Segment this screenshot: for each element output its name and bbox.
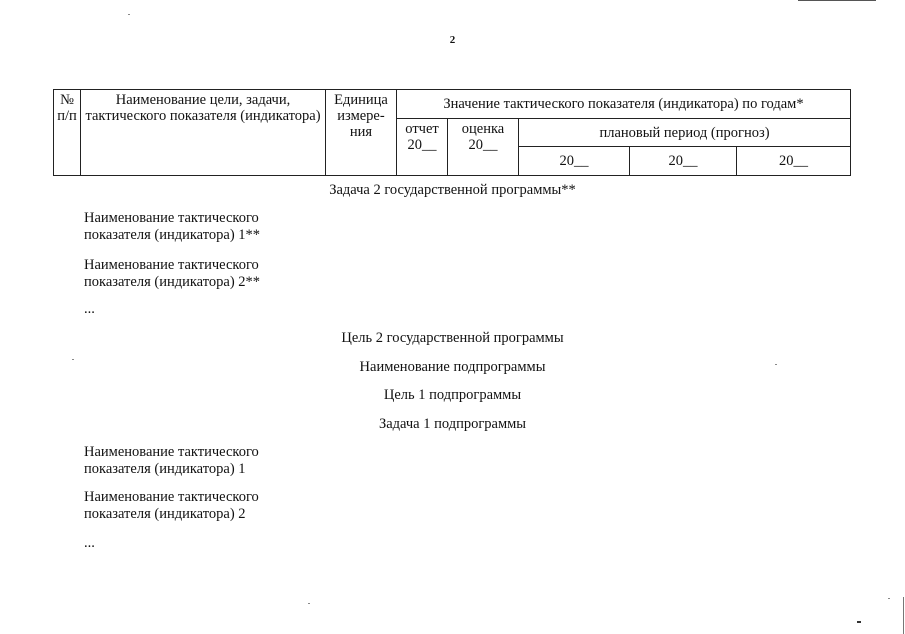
header-cell-number: № п/п bbox=[54, 90, 81, 176]
task2-indicator-2: Наименование тактического показателя (индикатора) 2** bbox=[84, 257, 261, 290]
task2-heading: Задача 2 государственной программы** bbox=[329, 182, 576, 198]
task2-indicator-1: Наименование тактического показателя (индикатора) 1** bbox=[84, 210, 261, 243]
top-rule bbox=[798, 0, 876, 1]
plan-year-2: 20__ bbox=[630, 147, 737, 176]
scan-speck bbox=[128, 14, 130, 15]
subtask1-heading: Задача 1 подпрограммы bbox=[378, 416, 527, 432]
header-cell-values: Значение тактического показателя (индикатора) по годам* bbox=[397, 90, 851, 119]
scan-speck bbox=[857, 621, 861, 623]
subgoal1-heading: Цель 1 подпрограммы bbox=[383, 387, 522, 403]
header-cell-estimate bbox=[448, 119, 519, 176]
subprogram-heading: Наименование подпрограммы bbox=[359, 359, 546, 375]
header-cell-unit: Единица измере-ния bbox=[326, 90, 397, 176]
plan-year-1: 20__ bbox=[519, 147, 630, 176]
scan-speck bbox=[775, 364, 777, 365]
header-cell-report bbox=[397, 119, 448, 176]
scan-speck bbox=[308, 603, 310, 604]
plan-year-3: 20__ bbox=[737, 147, 851, 176]
subtask1-ellipsis: ... bbox=[84, 535, 95, 551]
indicator-header-table bbox=[53, 89, 851, 176]
subtask1-indicator-2: Наименование тактического показателя (индикатора) 2 bbox=[84, 489, 259, 522]
goal2-heading: Цель 2 государственной программы bbox=[341, 330, 564, 346]
header-cell-name: Наименование цели, задачи, тактического показателя (индикатора) bbox=[81, 90, 326, 176]
scan-speck bbox=[888, 598, 890, 599]
report-label: отчет bbox=[405, 121, 439, 137]
header-cell-plan: плановый период (прогноз) bbox=[519, 119, 851, 147]
page-edge bbox=[903, 597, 904, 634]
report-year: 20__ bbox=[407, 137, 437, 153]
task2-ellipsis: ... bbox=[84, 301, 95, 317]
scan-speck bbox=[72, 359, 74, 360]
estimate-label: оценка bbox=[461, 121, 505, 137]
estimate-year: 20__ bbox=[468, 137, 498, 153]
subtask1-indicator-1: Наименование тактического показателя (индикатора) 1 bbox=[84, 444, 259, 477]
page-number: 2 bbox=[449, 34, 456, 46]
